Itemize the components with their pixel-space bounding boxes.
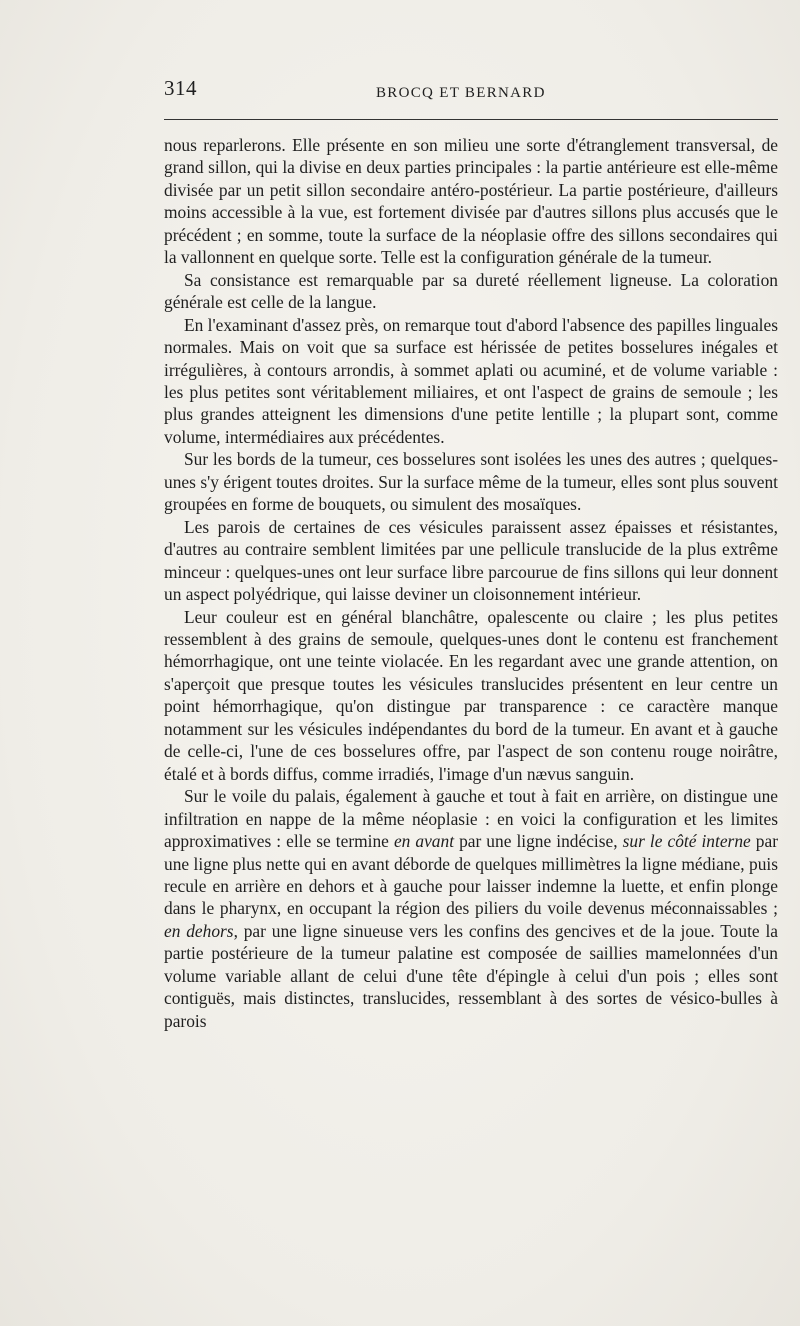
paragraph-2: Sa consistance est remarquable par sa dureté réellement ligneuse. La coloration générale est celle de la langue. xyxy=(164,269,778,313)
paragraph-6: Leur couleur est en général blanchâtre, opalescente ou claire ; les plus petites ressemblent à des grains de semoule, quelques-unes dont le contenu est franchement hémorrhagique, ont une teinte violacée. En les regardant avec une grande attention, on s'aperçoit que presque toutes les vésicules translucides présentent en leur centre un point hémorrhagique, qu'on distingue par transparence : ce caractère manque notamment sur les vésicules indépendantes du bord de la tumeur. En avant et à gauche de celle-ci, l'une de ces bosselures offre, par l'aspect de son contenu rouge noirâtre, étalé et à bords diffus, comme irradiés, l'image d'un nævus sanguin. xyxy=(164,606,778,784)
paragraph-4: Sur les bords de la tumeur, ces bosselures sont isolées les unes des autres ; quelques-unes s'y érigent toutes droites. Sur la surface même de la tumeur, elles sont plus souvent groupées en forme de bouquets, ou simulent des mosaïques. xyxy=(164,449,778,515)
paragraph-7-italic-3: en dehors xyxy=(164,920,234,941)
paragraph-7-italic-2: sur le côté interne xyxy=(622,831,751,852)
paragraph-3: En l'examinant d'assez près, on remarque tout d'abord l'absence des papilles linguales normales. Mais on voit que sa surface est hérissée de petites bosselures inégales et irrégulières, à contours arrondis, à sommet aplati ou acuminé, et de volume variable : les plus petites sont véritablement miliaires, et ont l'aspect de grains de semoule ; les plus grandes atteignent les dimensions d'une petite lentille ; la plupart sont, comme volume, intermédiaires aux précédentes. xyxy=(164,314,778,447)
paragraph-7 xyxy=(164,785,778,1032)
paragraph-7-part-1: Sur le voile du palais, également à gauche et tout à fait en arrière, on distingue une infiltration en nappe de la même néoplasie : en voici la configuration et les limites approximatives : elle se termine xyxy=(164,786,778,852)
header-rule xyxy=(164,119,778,120)
body-text xyxy=(164,134,778,1032)
paragraph-7-italic-1: en avant xyxy=(393,831,455,852)
paragraph-7-part-4: , par une ligne sinueuse vers les confins des gencives et de la joue. Toute la partie postérieure de la tumeur palatine est composée de saillies mamelonnées d'un volume variable allant de celui d'une tête d'épingle à celui d'un pois ; elles sont contiguës, mais distinctes, translucides, ressemblant à des sortes de vésico-bulles à parois xyxy=(164,920,778,1031)
page-number: 314 xyxy=(164,76,197,100)
running-title: BROCQ ET BERNARD xyxy=(376,85,546,101)
paragraph-5: Les parois de certaines de ces vésicules paraissent assez épaisses et résistantes, d'autres au contraire semblent limitées par une pellicule translucide de la plus extrême minceur : quelques-unes ont leur surface libre parcourue de fins sillons qui leur donnent un aspect polyédrique, qui laisse deviner un cloisonnement intérieur. xyxy=(164,516,778,605)
page-header xyxy=(164,76,779,110)
paragraph-7-part-3: par une ligne plus nette qui en avant déborde de quelques millimètres la ligne médiane, puis recule en arrière en dehors et à gauche pour laisser indemne la luette, et enfin plonge dans le pharynx, en occupant la région des piliers du voile devenus méconnaissables ; xyxy=(164,831,778,919)
paragraph-7-part-2: par une ligne indécise, xyxy=(454,831,623,852)
paragraph-1: nous reparlerons. Elle présente en son milieu une sorte d'étranglement transversal, de grand sillon, qui la divise en deux parties principales : la partie antérieure est elle-même divisée par un petit sillon secondaire antéro-postérieur. La partie postérieure, d'ailleurs moins accessible à la vue, est fortement divisée par d'autres sillons plus accusés que le précédent ; en somme, toute la surface de la néoplasie offre des sillons secondaires qui la vallonnent en quelque sorte. Telle est la configuration générale de la tumeur. xyxy=(164,135,778,268)
